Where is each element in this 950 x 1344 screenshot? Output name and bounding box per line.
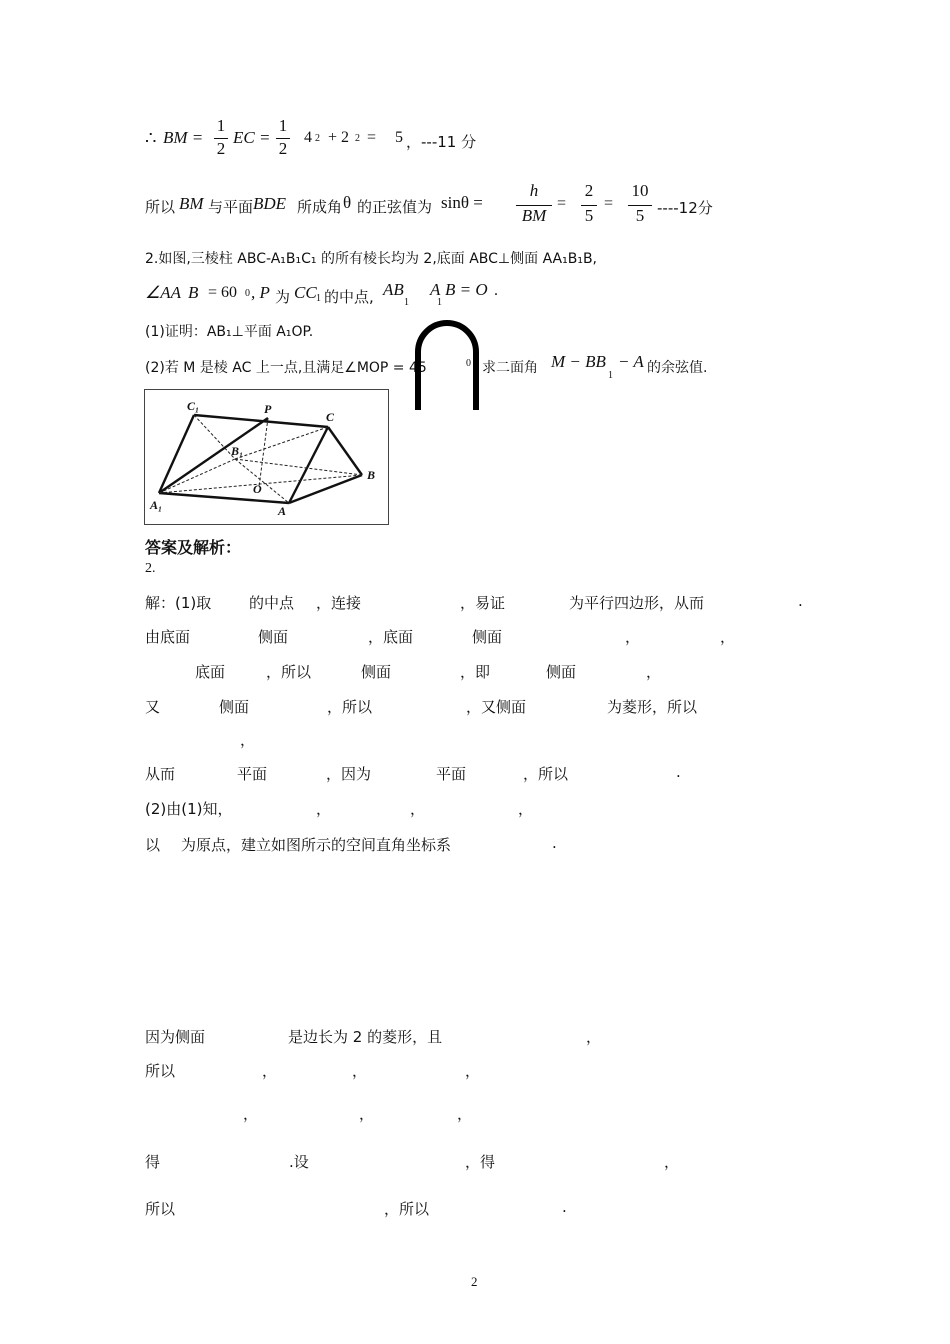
answer-line-11-seg: ， — [243, 1105, 259, 1123]
prism-diagram — [145, 390, 388, 524]
answer-line-12-seg: .设 — [289, 1153, 309, 1171]
label-p: P — [264, 402, 272, 416]
fraction-numerator: 1 — [278, 116, 288, 135]
point-p: , P — [251, 283, 270, 302]
plus-two: + 2 — [328, 129, 350, 146]
answer-line-1-seg: 解：(1)取 — [145, 594, 212, 612]
answer-line-1-seg: ，易证 — [460, 594, 506, 612]
fraction-2-5 — [581, 181, 597, 226]
fraction-half-1 — [214, 116, 228, 159]
subscript-1: 1 — [404, 297, 409, 308]
label-c: C — [326, 410, 335, 424]
fraction-half-2 — [276, 116, 290, 159]
answer-line-12-seg: ， — [664, 1153, 680, 1171]
answer-line-11-seg: ， — [359, 1105, 375, 1123]
answer-line-10-seg: ， — [352, 1062, 368, 1080]
answer-line-1-seg: 为平行四边形，从而 — [569, 594, 705, 612]
answer-number: 2. — [145, 561, 156, 576]
page-number: 2 — [471, 1274, 478, 1289]
answer-line-2-seg: ，底面 — [368, 628, 414, 646]
answer-line-12-seg: ，得 — [465, 1153, 496, 1171]
bde-term: BDE — [253, 194, 287, 213]
fraction-numerator: h — [529, 181, 539, 200]
b-equals-o: B = O — [445, 280, 488, 299]
superscript: 2 — [315, 133, 320, 144]
answer-line-7-seg: (2)由(1)知， — [145, 800, 233, 818]
answer-line-9-seg: 因为侧面 — [145, 1028, 206, 1046]
answer-line-6-seg: ，因为 — [326, 765, 372, 783]
prism-figure — [144, 389, 389, 525]
therefore-symbol: ∴ — [145, 128, 157, 148]
equals: = — [604, 195, 614, 212]
answer-line-3-seg: ，即 — [460, 663, 491, 681]
answer-line-9-seg: ， — [586, 1028, 602, 1046]
degree-sup: 0 — [466, 358, 471, 369]
bm-lhs: BM = — [163, 128, 204, 147]
text-midpoint: 的中点, — [324, 288, 374, 306]
answer-line-10-seg: ， — [262, 1062, 278, 1080]
label-b: B — [367, 468, 376, 482]
answer-line-2-seg: ， — [720, 628, 736, 646]
answer-line-13-seg: 所以 — [145, 1200, 176, 1218]
answer-line-3-seg: 底面 — [195, 663, 226, 681]
question-2-part-g: 的余弦值. — [647, 360, 708, 376]
answer-line-2-seg: 侧面 — [258, 628, 289, 646]
answer-line-4-seg: ，所以 — [327, 698, 373, 716]
m-bb: M − BB — [551, 352, 606, 371]
degree-sup: 0 — [245, 288, 250, 299]
answer-line-4-seg: 又 — [145, 698, 161, 716]
answer-line-3-seg: ，所以 — [266, 663, 312, 681]
text-sin-value: 的正弦值为 — [357, 198, 433, 216]
problem-line-1: 2.如图,三棱柱 ABC-A₁B₁C₁ 的所有棱长均为 2,底面 ABC⊥侧面 AA₁B₁B, — [145, 251, 597, 267]
fraction-denominator: 2 — [276, 138, 290, 159]
answer-line-8-seg: . — [552, 834, 557, 852]
answer-line-6-seg: 从而 — [145, 765, 176, 783]
answer-line-4-seg: ，又侧面 — [466, 698, 527, 716]
label-b1: B₁ — [231, 444, 244, 458]
answer-line-7-seg: ， — [410, 800, 426, 818]
fraction-numerator: 2 — [584, 181, 594, 200]
equals: = — [367, 129, 377, 146]
answer-line-8-seg: 为原点，建立如图所示的空间直角坐标系 — [181, 836, 452, 854]
period: . — [494, 282, 498, 299]
label-c1: C₁ — [187, 399, 200, 413]
subscript-1: 1 — [608, 370, 613, 381]
answer-line-9-seg: 是边长为 2 的菱形，且 — [288, 1028, 443, 1046]
fraction-10-5 — [628, 181, 652, 226]
answer-line-2-seg: 由底面 — [145, 628, 191, 646]
answer-line-10-seg: 所以 — [145, 1062, 176, 1080]
answer-line-3-seg: 侧面 — [361, 663, 392, 681]
angle-60: = 60 — [208, 284, 238, 301]
fraction-denominator: 2 — [214, 138, 228, 159]
answer-line-6-seg: 平面 — [237, 765, 268, 783]
answer-line-8-seg: 以 — [145, 836, 161, 854]
answer-line-7-seg: ， — [518, 800, 534, 818]
text-suoyi: 所以 — [145, 198, 176, 216]
answer-line-11-seg: ， — [457, 1105, 473, 1123]
cc-term: CC — [294, 283, 317, 302]
bm-term: BM — [179, 194, 204, 213]
radicand-4: 4 — [304, 129, 312, 146]
question-2-part-a: (2)若 M 是棱 AC 上一点,且满足∠MOP = 45 — [145, 360, 427, 376]
fraction-denominator: BM — [516, 205, 552, 226]
text-angle: 所成角 — [297, 198, 343, 216]
fraction-numerator: 10 — [631, 181, 649, 200]
arch-shape — [412, 314, 482, 412]
answer-line-6-seg: 平面 — [436, 765, 467, 783]
superscript: 2 — [355, 133, 360, 144]
score-12: ----12分 — [657, 199, 713, 217]
angle-b: B — [188, 283, 199, 302]
a-term: A — [430, 280, 441, 299]
angle-aa: ∠AA — [145, 283, 182, 302]
fraction-denominator: 5 — [628, 205, 652, 226]
subscript-1: 1 — [316, 293, 321, 304]
subscript-1: 1 — [437, 297, 442, 308]
theta-symbol: θ — [343, 193, 352, 212]
question-2-part-c: 求二面角 — [482, 360, 538, 376]
answer-line-1-seg: ，连接 — [316, 594, 362, 612]
equals: = — [557, 195, 567, 212]
fraction-numerator: 1 — [216, 116, 226, 135]
fraction-h-bm — [516, 181, 552, 226]
label-a1: A₁ — [150, 498, 163, 512]
answer-line-7-seg: ， — [316, 800, 332, 818]
minus-a: − A — [618, 352, 644, 371]
text-wei: 为 — [275, 288, 291, 306]
label-o: O — [253, 482, 262, 496]
score-11: ，---11 分 — [406, 133, 477, 151]
ab-term: AB — [383, 280, 404, 299]
ec-term: EC = — [233, 128, 271, 147]
answer-line-1-seg: 的中点 — [249, 594, 295, 612]
answer-line-6-seg: ，所以 — [523, 765, 569, 783]
answer-line-4-seg: 侧面 — [219, 698, 250, 716]
answer-line-13-seg: . — [562, 1198, 567, 1216]
answer-line-5-seg: ， — [240, 731, 256, 749]
answer-line-4-seg: 为菱形，所以 — [607, 698, 698, 716]
answer-line-3-seg: 侧面 — [546, 663, 577, 681]
answer-line-2-seg: ， — [625, 628, 641, 646]
answer-line-1-seg: . — [798, 592, 803, 610]
label-a: A — [278, 504, 287, 518]
answer-line-10-seg: ， — [465, 1062, 481, 1080]
answer-heading: 答案及解析： — [145, 538, 242, 557]
text-plane: 与平面 — [208, 198, 254, 216]
answer-line-6-seg: . — [676, 763, 681, 781]
fraction-denominator: 5 — [581, 205, 597, 226]
answer-line-2-seg: 侧面 — [472, 628, 503, 646]
answer-line-3-seg: ， — [646, 663, 662, 681]
question-1: (1)证明：AB₁⊥平面 A₁OP. — [145, 324, 314, 340]
sin-theta: sinθ = — [441, 193, 483, 212]
answer-line-13-seg: ，所以 — [384, 1200, 430, 1218]
answer-line-12-seg: 得 — [145, 1153, 161, 1171]
value-5: 5 — [395, 129, 403, 146]
